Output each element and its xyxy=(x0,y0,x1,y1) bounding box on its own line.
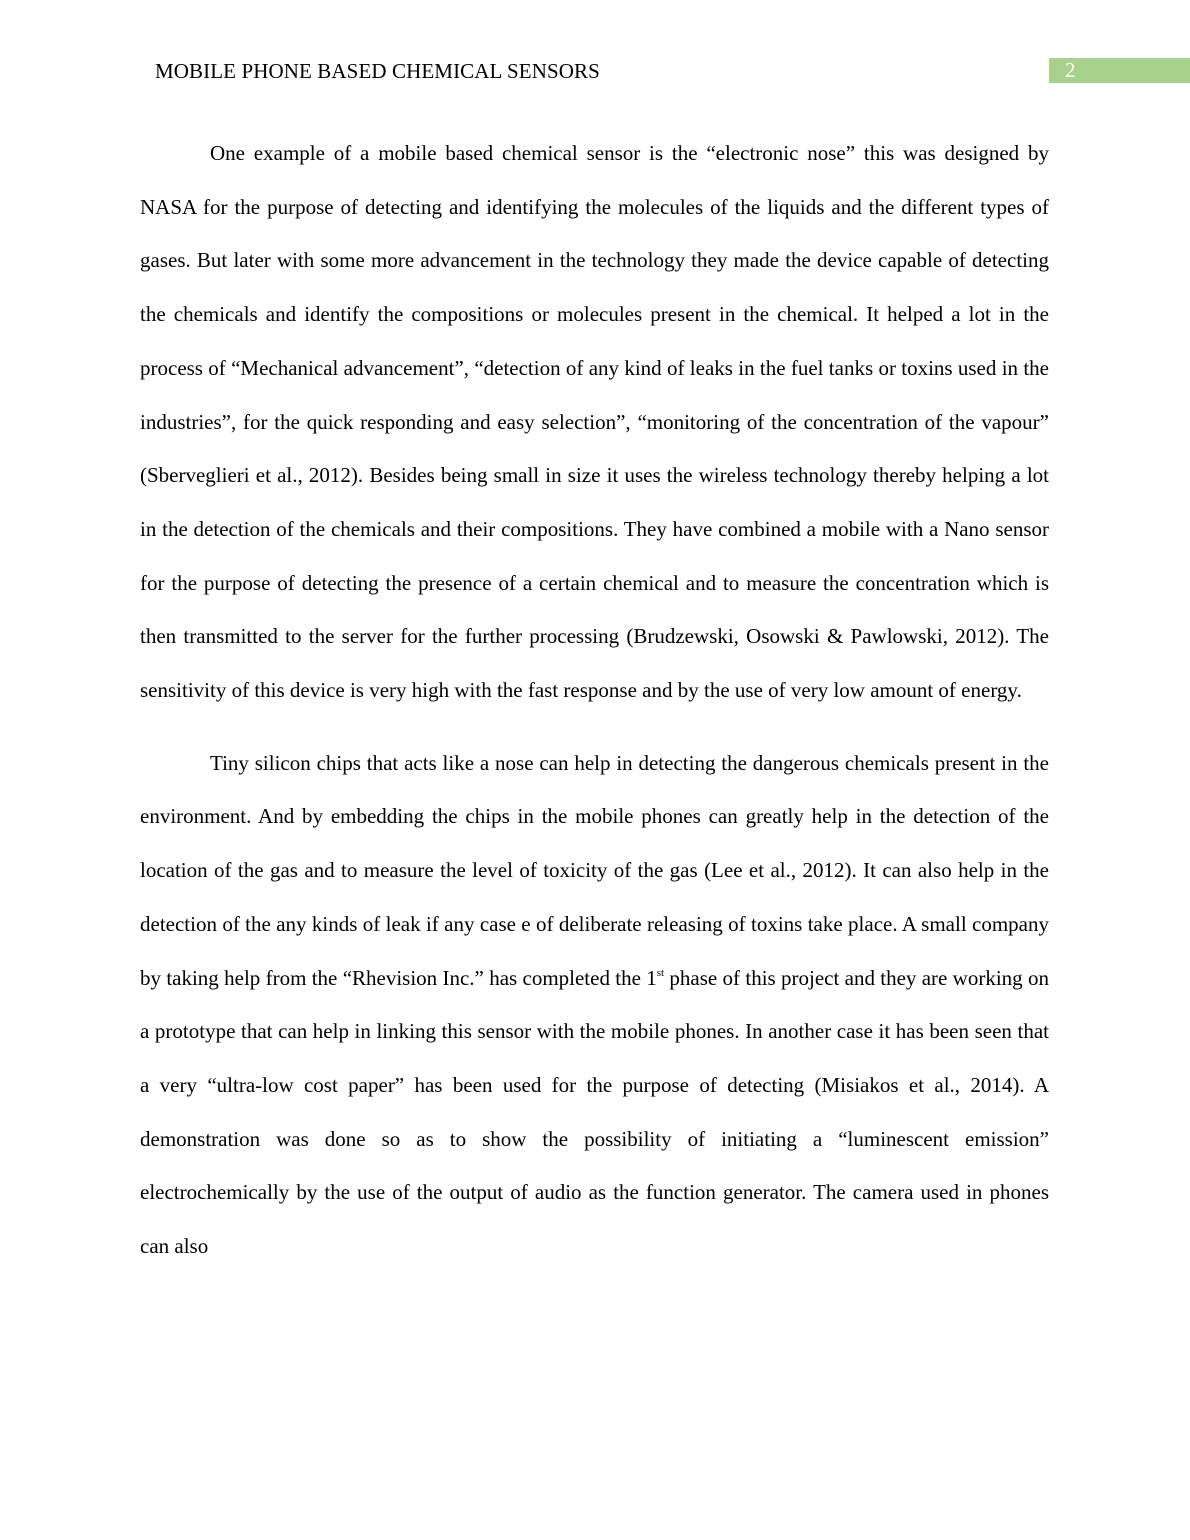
running-header-title: MOBILE PHONE BASED CHEMICAL SENSORS xyxy=(155,59,600,83)
ordinal-superscript: st xyxy=(656,966,665,979)
paragraph-text-after-superscript: phase of this project and they are working on a prototype that can help in linking this sensor with the mobile phones. In another case it has been seen that a very “ultra-low cost paper” has been used for the purpose of detecting (Misiakos et al., 2014). A demonstration was done so as to show the possibility of initiating a “luminescent emission” electrochemically by the use of the output of audio as the function generator. The camera used in phones can also xyxy=(140,965,1049,1259)
page-number-badge xyxy=(1049,58,1190,83)
paragraph-silicon-chips xyxy=(140,737,1049,1274)
paragraph-text-before-superscript: Tiny silicon chips that acts like a nose can help in detecting the dangerous chemicals present in the environment. And by embedding the chips in the mobile phones can greatly help in the detection of the location of the gas and to measure the level of toxicity of the gas (Lee et al., 2012). It can also help in the detection of the any kinds of leak if any case e of deliberate releasing of toxins take place. A small company by taking help from the “Rhevision Inc.” has completed the 1 xyxy=(140,750,1049,990)
document-body xyxy=(140,127,1049,1274)
paragraph-electronic-nose: One example of a mobile based chemical sensor is the “electronic nose” this was designed by NASA for the purpose of detecting and identifying the molecules of the liquids and the different types of gases. But later with some more advancement in the technology they made the device capable of detecting the chemicals and identify the compositions or molecules present in the chemical. It helped a lot in the process of “Mechanical advancement”, “detection of any kind of leaks in the fuel tanks or toxins used in the industries”, for the quick responding and easy selection”, “monitoring of the concentration of the vapour” (Sberveglieri et al., 2012). Besides being small in size it uses the wireless technology thereby helping a lot in the detection of the chemicals and their compositions. They have combined a mobile with a Nano sensor for the purpose of detecting the presence of a certain chemical and to measure the concentration which is then transmitted to the server for the further processing (Brudzewski, Osowski & Pawlowski, 2012). The sensitivity of this device is very high with the fast response and by the use of very low amount of energy. xyxy=(140,141,1049,703)
page-number: 2 xyxy=(1065,58,1076,82)
